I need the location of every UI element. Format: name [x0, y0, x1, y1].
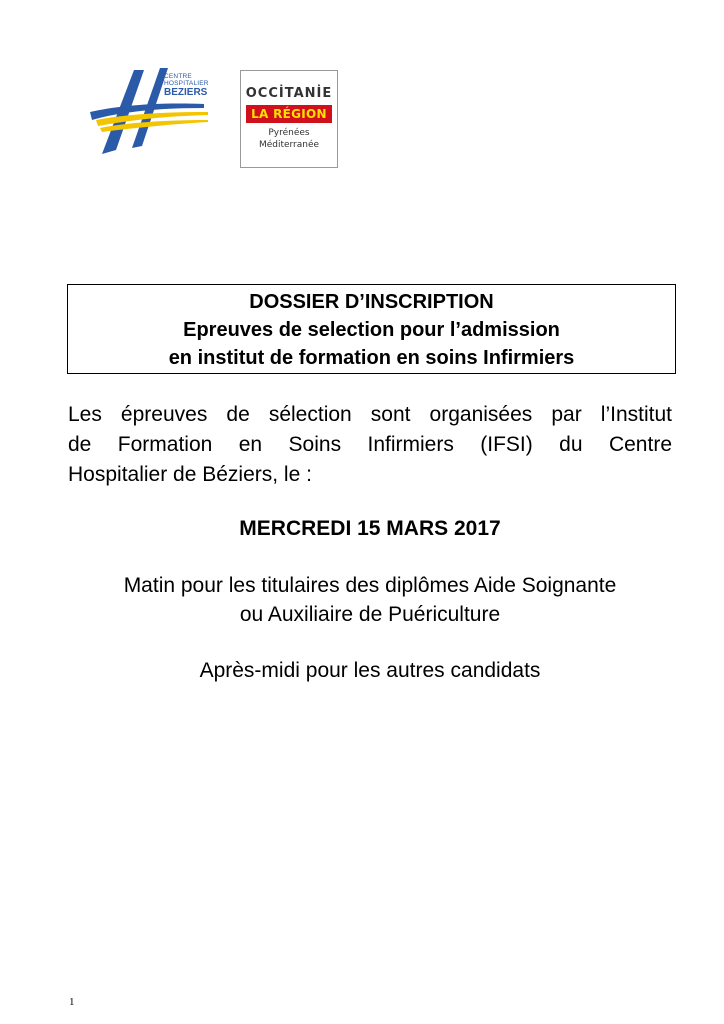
region-logo-top: OCCİTANİE — [245, 86, 333, 101]
region-logo — [240, 70, 338, 168]
page-number: 1 — [69, 996, 75, 1008]
hospital-logo-line2: HOSPITALIER — [164, 79, 209, 87]
intro-line1: Les épreuves de sélection sont organisées par l’Institut — [68, 403, 672, 426]
intro-line3: Hospitalier de Béziers, le : — [68, 463, 312, 486]
intro-line2: de Formation en Soins Infirmiers (IFSI) du Centre — [68, 433, 672, 456]
morning-line2: ou Auxiliaire de Puériculture — [239, 603, 501, 626]
exam-date: MERCREDI 15 MARS 2017 — [239, 517, 501, 540]
intro-paragraph — [68, 400, 672, 490]
morning-line1: Matin pour les titulaires des diplômes Aide Soignante — [123, 574, 617, 597]
title-line3: en institut de formation en soins Infirmiers — [168, 347, 575, 369]
title-line1: DOSSIER D’INSCRIPTION — [249, 291, 494, 313]
region-logo-sub2: Méditerranée — [258, 140, 320, 150]
title-line2: Epreuves de selection pour l’admission — [183, 319, 560, 341]
region-logo-badge: LA RÉGION — [246, 105, 332, 123]
region-logo-sub — [241, 127, 337, 151]
afternoon-line: Après-midi pour les autres candidats — [199, 659, 541, 682]
hospital-logo-line1: CENTRE — [164, 73, 192, 80]
region-logo-sub1: Pyrénées — [268, 128, 310, 138]
hospital-logo-line3: BEZIERS — [164, 87, 208, 98]
hospital-logo-text — [164, 74, 209, 98]
title-box — [67, 284, 676, 374]
hospital-logo — [86, 66, 214, 158]
